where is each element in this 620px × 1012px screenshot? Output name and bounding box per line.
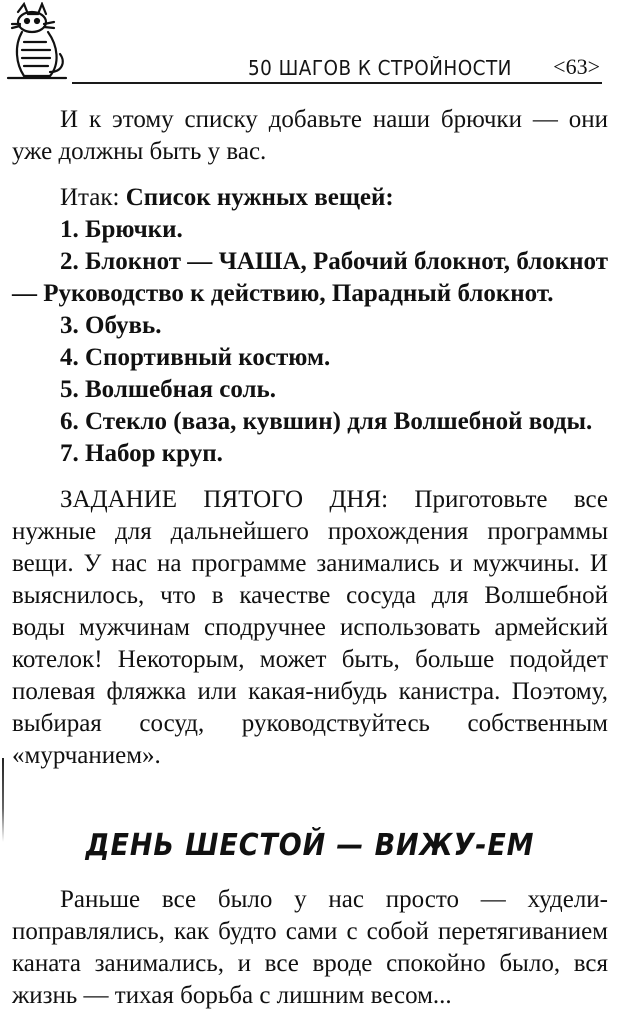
list-intro-text: Итак: xyxy=(60,184,126,211)
header-rule xyxy=(72,82,602,84)
page-number: <63> xyxy=(553,54,600,79)
page-header xyxy=(0,0,620,86)
paragraph-task xyxy=(12,484,608,772)
spacer xyxy=(12,470,608,484)
running-title: 50 ШАГОВ К СТРОЙНОСТИ xyxy=(248,56,512,80)
list-item: 2. Блокнот — ЧАША, Рабочий блокнот, блокнот — Руководство к действию, Парадный блокнот. xyxy=(12,248,608,307)
margin-mark xyxy=(2,758,4,842)
section-title: ДЕНЬ ШЕСТОЙ — ВИЖУ-ЕМ xyxy=(85,828,535,863)
list-intro xyxy=(12,182,608,214)
paragraph-intro: И к этому списку добавьте наши брючки — они уже должны быть у вас. xyxy=(12,106,608,165)
list-intro-bold: Список нужных вещей: xyxy=(125,184,394,211)
cat-icon xyxy=(4,2,70,82)
list-item: 4. Спортивный костюм. xyxy=(60,344,331,371)
list-item: 1. Брючки. xyxy=(60,216,183,243)
list-item: 6. Стекло (ваза, кувшин) для Волшебной воды. xyxy=(60,408,593,435)
list-item: 7. Набор круп. xyxy=(60,440,223,467)
paragraph-closing: Раньше все было у нас просто — худели-поправлялись, как будто сами с собой перетягиванием каната занимались, и все вроде спокойно было, вся жизнь — тихая борьба с лишним весом... xyxy=(12,886,608,1009)
task-label: ЗАДАНИЕ ПЯТОГО ДНЯ: xyxy=(60,486,389,513)
spacer xyxy=(12,168,608,182)
list-item: 3. Обувь. xyxy=(60,312,162,339)
list-item: 5. Волшебная соль. xyxy=(60,376,277,403)
task-text: Приготовьте все нужные для дальнейшего прохождения программы вещи. У нас на программе занимались и мужчины. И выяснилось, что в качестве сосуда для Волшебной воды мужчинам сподручнее использовать армейский котелок! Некоторым, может быть, больше подойдет полевая фляжка или какая-нибудь канистра. Поэтому, выбирая сосуд, руководствуйтесь собственным «мурчанием». xyxy=(12,486,609,769)
page-body xyxy=(12,104,608,1012)
